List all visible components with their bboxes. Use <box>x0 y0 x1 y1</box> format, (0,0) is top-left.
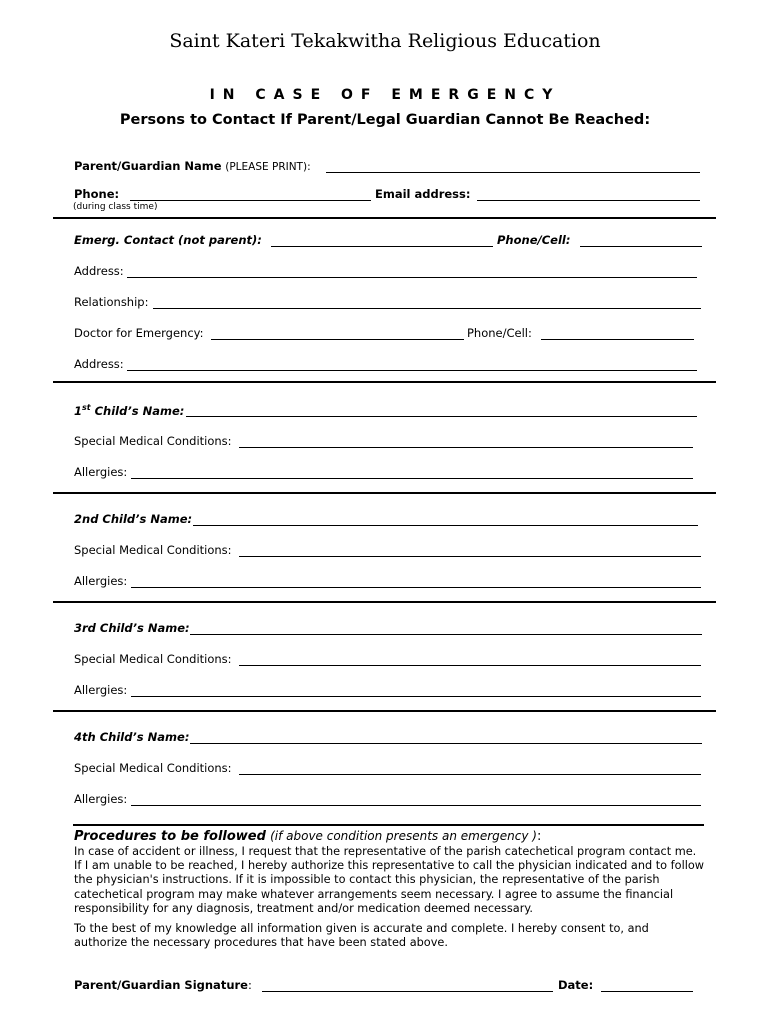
signature-field[interactable] <box>262 991 553 992</box>
child4-medical-field[interactable] <box>239 774 701 775</box>
parent-name-hint: (PLEASE PRINT): <box>225 161 311 173</box>
child4-allergies-field[interactable] <box>131 805 701 806</box>
relationship-label: Relationship: <box>74 295 149 309</box>
child1-medical-label: Special Medical Conditions: <box>74 434 232 448</box>
date-label: Date: <box>558 978 594 992</box>
child2-name-field[interactable] <box>193 525 698 526</box>
child3-medical-label: Special Medical Conditions: <box>74 652 232 666</box>
child4-allergies-label: Allergies: <box>74 792 128 806</box>
child1-name-label <box>74 403 184 418</box>
child1-name-field[interactable] <box>186 416 697 417</box>
emerg-address-label: Address: <box>74 264 124 278</box>
child1-ordinal-suffix: st <box>82 403 91 412</box>
child3-allergies-label: Allergies: <box>74 683 128 697</box>
signature-row <box>74 978 252 992</box>
procedures-title: Procedures to be followed <box>74 829 266 844</box>
procedures-note: (if above condition presents an emergency ) <box>270 829 537 843</box>
signature-label: Parent/Guardian Signature <box>74 978 248 992</box>
section-divider <box>53 217 716 219</box>
parent-email-field[interactable] <box>477 200 700 201</box>
signature-colon: : <box>247 978 252 992</box>
child1-ordinal: 1 <box>74 403 83 418</box>
child1-name-text: Child’s Name: <box>90 403 185 418</box>
parent-name-row <box>74 159 311 173</box>
child3-medical-field[interactable] <box>239 665 701 666</box>
parent-phone-label: Phone: <box>74 187 120 201</box>
doctor-field[interactable] <box>211 339 464 340</box>
parent-name-label: Parent/Guardian Name <box>74 159 222 173</box>
child1-medical-field[interactable] <box>239 447 693 448</box>
form-title: Saint Kateri Tekakwitha Religious Education <box>169 30 601 52</box>
section-divider <box>53 710 716 712</box>
section-divider <box>53 492 716 494</box>
doctor-phone-label: Phone/Cell: <box>467 326 532 340</box>
child4-name-label: 4th Child’s Name: <box>74 730 190 744</box>
procedures-paragraph: In case of accident or illness, I request that the representative of the parish catechetical program contact me. If I am unable to be reached, I hereby authorize this representative to call the physician indicated and to follow the physician's instructions. If it is impossible to contact this physician, the representative of the parish catechetical program may make whatever arrangements seem necessary. I agree to assume the financial responsibility for any diagnosis, treatment and/or medication deemed necessary. <box>74 845 704 915</box>
child1-allergies-label: Allergies: <box>74 465 128 479</box>
child3-allergies-field[interactable] <box>131 696 701 697</box>
emerg-address-field[interactable] <box>127 277 697 278</box>
section-divider <box>73 824 704 826</box>
emerg-phone-field[interactable] <box>580 246 702 247</box>
emergency-heading: IN CASE OF EMERGENCY <box>209 87 561 103</box>
child4-medical-label: Special Medical Conditions: <box>74 761 232 775</box>
child4-name-field[interactable] <box>190 743 702 744</box>
doctor-phone-field[interactable] <box>541 339 694 340</box>
child1-allergies-field[interactable] <box>131 478 693 479</box>
emerg-contact-label: Emerg. Contact (not parent): <box>74 233 262 247</box>
date-field[interactable] <box>601 991 693 992</box>
procedures-title-row <box>74 829 541 844</box>
parent-phone-field[interactable] <box>130 200 371 201</box>
section-divider <box>53 381 716 383</box>
child2-medical-label: Special Medical Conditions: <box>74 543 232 557</box>
parent-email-label: Email address: <box>375 187 471 201</box>
phone-hint: (during class time) <box>73 202 158 212</box>
child2-medical-field[interactable] <box>239 556 701 557</box>
emerg-phone-label: Phone/Cell: <box>497 233 571 247</box>
doctor-address-label: Address: <box>74 357 124 371</box>
procedures-colon: : <box>536 829 542 844</box>
child2-name-label: 2nd Child’s Name: <box>74 512 193 526</box>
relationship-field[interactable] <box>153 308 701 309</box>
doctor-address-field[interactable] <box>127 370 697 371</box>
emerg-contact-field[interactable] <box>271 246 493 247</box>
section-divider <box>53 601 716 603</box>
child3-name-field[interactable] <box>190 634 702 635</box>
child2-allergies-field[interactable] <box>131 587 701 588</box>
doctor-label: Doctor for Emergency: <box>74 326 204 340</box>
contact-subheading: Persons to Contact If Parent/Legal Guardian Cannot Be Reached: <box>119 112 651 128</box>
child2-allergies-label: Allergies: <box>74 574 128 588</box>
consent-paragraph: To the best of my knowledge all information given is accurate and complete. I hereby consent to, and authorize the necessary procedures that have been stated above. <box>74 922 649 950</box>
parent-name-field[interactable] <box>326 172 700 173</box>
child3-name-label: 3rd Child’s Name: <box>74 621 190 635</box>
